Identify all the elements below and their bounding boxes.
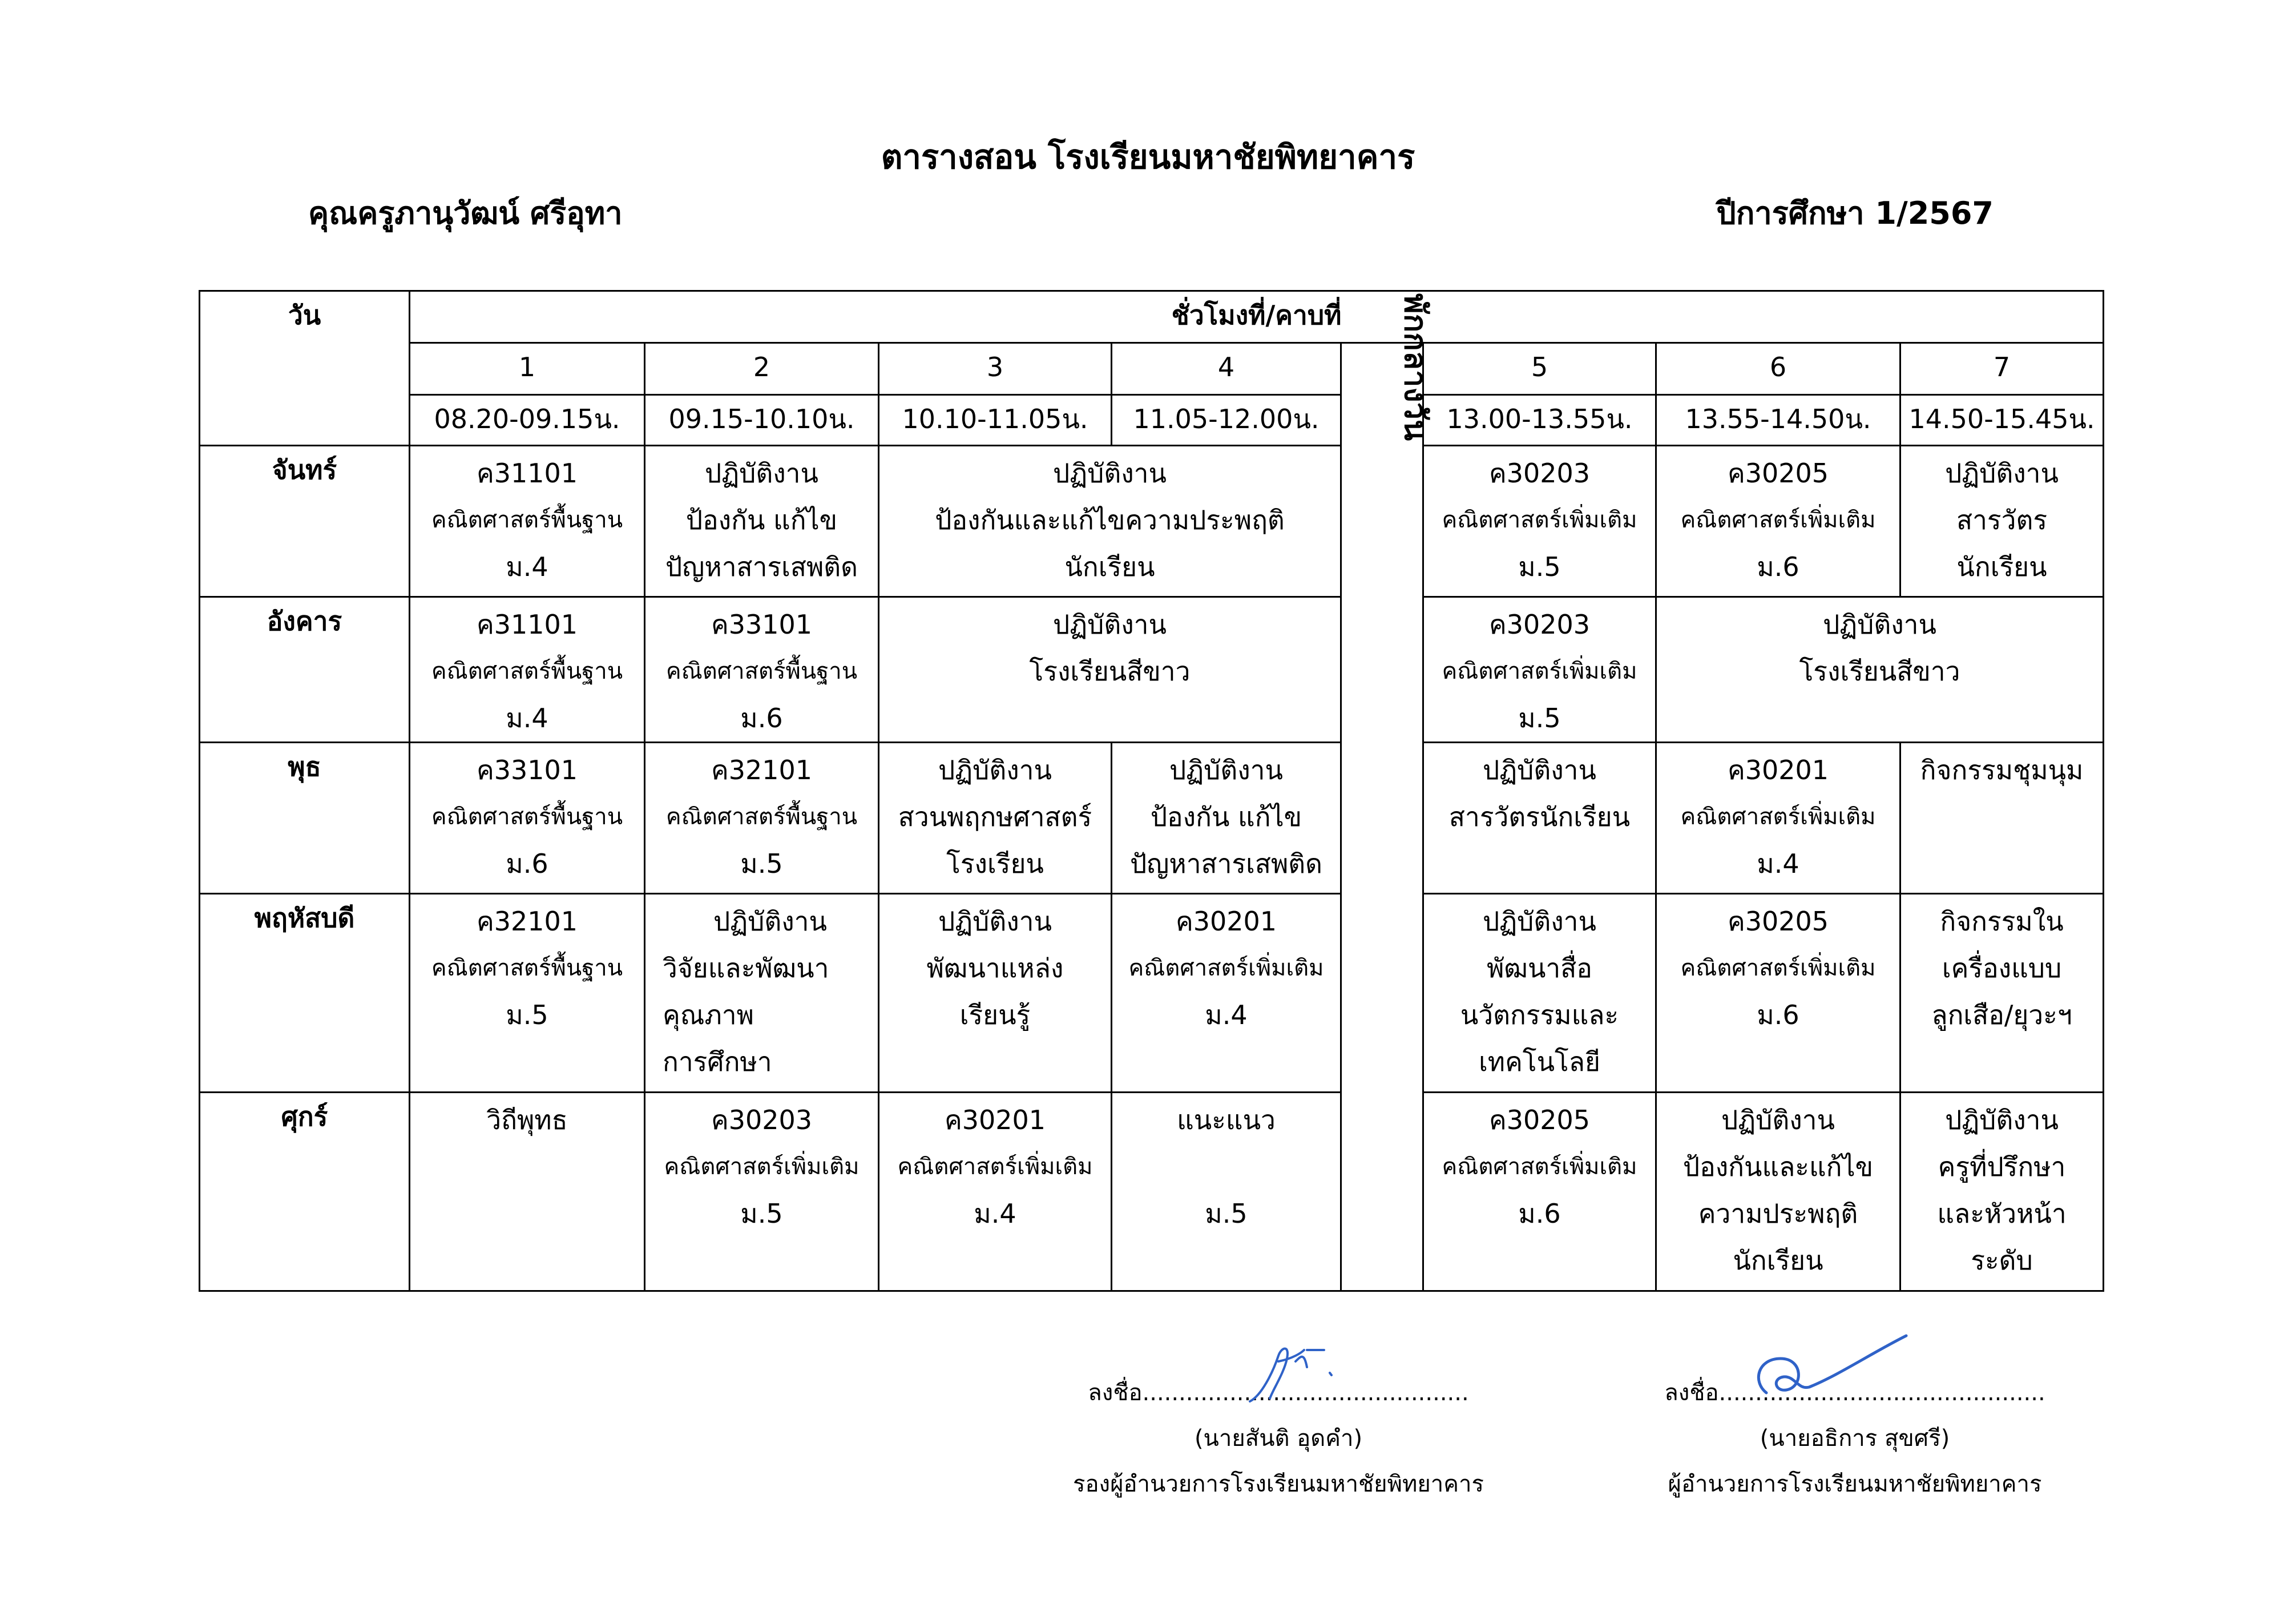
hours-header: ชั่วโมงที่/คาบที่	[410, 291, 2104, 343]
signer-name: (นายอธิการ สุขศรี)	[1760, 1425, 1950, 1452]
cell-line: คณิตศาสตร์พื้นฐาน	[665, 658, 858, 684]
cell-line: คณิตศาสตร์พื้นฐาน	[665, 804, 858, 830]
cell-line: ม.4	[506, 703, 548, 734]
cell-line: คณิตศาสตร์พื้นฐาน	[431, 804, 623, 830]
teacher-name: คุณครูภานุวัฒน์ ศรีอุทา	[308, 195, 623, 231]
class-cell	[645, 743, 879, 894]
period-time: 14.50-15.45น.	[1900, 395, 2104, 446]
cell-line: ม.5	[1205, 1198, 1248, 1229]
lunch-break-label: พักกลางวัน	[1398, 293, 1434, 441]
cell-line: นวัตกรรมและ	[1460, 1000, 1619, 1030]
cell-line: คณิตศาสตร์เพิ่มเติม	[1680, 507, 1876, 533]
cell-line: ค30205	[1727, 906, 1829, 937]
signer-name: (นายสันติ อุดคำ)	[1194, 1425, 1363, 1452]
class-cell	[1656, 1093, 1900, 1291]
cell-line: ม.5	[506, 1000, 548, 1030]
class-cell	[1423, 894, 1656, 1093]
cell-line: ความประพฤติ	[1698, 1198, 1858, 1229]
period-time: 10.10-11.05น.	[879, 395, 1112, 446]
cell-line: คณิตศาสตร์เพิ่มเติม	[664, 1154, 860, 1180]
cell-line: สวนพฤกษศาสตร์	[898, 801, 1092, 832]
cell-line: ค30203	[711, 1105, 813, 1135]
class-cell	[879, 597, 1341, 743]
class-cell	[1656, 743, 1900, 894]
cell-line: ค30205	[1727, 458, 1829, 489]
class-cell	[1900, 446, 2104, 597]
cell-line: โรงเรียนสีขาว	[1029, 656, 1191, 687]
cell-line: ป้องกันและแก้ไขความประพฤติ	[935, 505, 1285, 535]
cell-line: ปัญหาสารเสพติด	[1129, 848, 1323, 879]
cell-line: พัฒนาสื่อ	[1487, 953, 1592, 984]
class-cell	[1656, 894, 1900, 1093]
cell-line: ปฏิบัติงาน	[1823, 609, 1936, 640]
cell-line: ปฏิบัติงาน	[1945, 458, 2059, 489]
class-cell	[1656, 597, 2104, 743]
cell-line: คณิตศาสตร์พื้นฐาน	[431, 507, 623, 533]
cell-line: ม.5	[1518, 703, 1561, 734]
class-cell	[410, 1093, 645, 1291]
cell-line: ค31101	[476, 609, 578, 640]
cell-line: ค30201	[1727, 755, 1829, 785]
class-cell	[645, 1093, 879, 1291]
cell-line: ค30201	[944, 1105, 1046, 1135]
period-time: 08.20-09.15น.	[410, 395, 645, 446]
cell-line: โรงเรียนสีขาว	[1799, 656, 1960, 687]
class-cell	[410, 743, 645, 894]
period-number: 6	[1656, 343, 1900, 395]
sign-line: ลงชื่อ.............................................	[1088, 1380, 1469, 1406]
class-cell	[410, 597, 645, 743]
cell-line: ม.5	[740, 1198, 783, 1229]
class-cell	[1423, 743, 1656, 894]
cell-line: คณิตศาสตร์เพิ่มเติม	[1442, 507, 1637, 533]
cell-line: วิถีพุทธ	[486, 1105, 568, 1135]
cell-line: ม.4	[506, 551, 548, 582]
cell-line: เครื่องแบบ	[1942, 953, 2062, 984]
cell-line: คณิตศาสตร์เพิ่มเติม	[1442, 658, 1637, 684]
cell-line: นักเรียน	[1064, 551, 1155, 582]
signer-position: รองผู้อำนวยการโรงเรียนมหาชัยพิทยาคาร	[1073, 1471, 1484, 1497]
cell-line: ม.4	[974, 1198, 1016, 1229]
cell-line: ปฏิบัติงาน	[1483, 755, 1596, 785]
cell-line: คณิตศาสตร์เพิ่มเติม	[1442, 1154, 1637, 1180]
cell-line: ค31101	[476, 458, 578, 489]
cell-line: และหัวหน้า	[1937, 1198, 2067, 1229]
class-cell	[1112, 894, 1341, 1093]
cell-line: ค30201	[1175, 906, 1277, 937]
cell-line: ม.6	[740, 703, 783, 734]
signer-position: ผู้อำนวยการโรงเรียนมหาชัยพิทยาคาร	[1668, 1471, 2042, 1497]
cell-line: วิจัยและพัฒนา	[663, 953, 829, 984]
cell-line: คณิตศาสตร์พื้นฐาน	[431, 955, 623, 981]
period-number: 3	[879, 343, 1112, 395]
handwritten-signature-deputy	[1238, 1327, 1353, 1413]
period-number: 2	[645, 343, 879, 395]
period-number: 1	[410, 343, 645, 395]
class-cell	[1656, 446, 1900, 597]
class-cell	[1423, 597, 1656, 743]
cell-line: ปฏิบัติงาน	[705, 458, 818, 489]
class-cell	[879, 446, 1341, 597]
day-friday: ศุกร์	[200, 1093, 410, 1291]
cell-line: ปฏิบัติงาน	[938, 906, 1052, 937]
cell-line: เรียนรู้	[959, 1000, 1031, 1030]
day-header: วัน	[200, 291, 410, 446]
cell-line: คณิตศาสตร์เพิ่มเติม	[897, 1154, 1093, 1180]
period-time: 13.00-13.55น.	[1423, 395, 1656, 446]
cell-line: คณิตศาสตร์พื้นฐาน	[431, 658, 623, 684]
cell-line: ค30203	[1488, 458, 1591, 489]
period-number: 7	[1900, 343, 2104, 395]
cell-line: ปฏิบัติงาน	[1053, 458, 1167, 489]
cell-line: ปฏิบัติงาน	[1945, 1105, 2059, 1135]
class-cell	[1900, 894, 2104, 1093]
day-wednesday: พุธ	[200, 743, 410, 894]
class-cell	[879, 743, 1112, 894]
cell-line: ม.5	[740, 848, 783, 879]
period-number: 5	[1423, 343, 1656, 395]
cell-line: ม.6	[1757, 551, 1799, 582]
cell-line: ปฏิบัติงาน	[713, 906, 827, 937]
cell-line: โรงเรียน	[946, 848, 1044, 879]
class-cell	[645, 597, 879, 743]
handwritten-signature-director	[1741, 1324, 1912, 1416]
cell-line: สารวัตร	[1956, 505, 2048, 535]
class-cell	[1112, 743, 1341, 894]
cell-line: ลูกเสือ/ยุวะฯ	[1931, 1000, 2072, 1030]
cell-line: ค33101	[476, 755, 578, 785]
cell-line: แนะแนว	[1177, 1105, 1276, 1135]
cell-line: นักเรียน	[1956, 551, 2047, 582]
cell-line: คณิตศาสตร์เพิ่มเติม	[1128, 955, 1324, 981]
cell-line: ป้องกันและแก้ไข	[1682, 1151, 1874, 1182]
cell-line: ม.6	[1757, 1000, 1799, 1030]
cell-line: คณิตศาสตร์เพิ่มเติม	[1680, 804, 1876, 830]
day-monday: จันทร์	[200, 446, 410, 597]
day-tuesday: อังคาร	[200, 597, 410, 743]
period-time: 09.15-10.10น.	[645, 395, 879, 446]
cell-line: ครูที่ปรึกษา	[1938, 1151, 2066, 1182]
cell-line: คุณภาพ	[663, 1000, 754, 1030]
cell-line: คณิตศาสตร์เพิ่มเติม	[1680, 955, 1876, 981]
class-cell	[879, 1093, 1112, 1291]
cell-line: ค30203	[1488, 609, 1591, 640]
cell-line: ม.4	[1205, 1000, 1248, 1030]
cell-line: ปัญหาสารเสพติด	[665, 551, 858, 582]
day-thursday: พฤหัสบดี	[200, 894, 410, 1093]
cell-line: เทคโนโลยี	[1479, 1046, 1600, 1077]
cell-line: ป้องกัน แก้ไข	[1150, 801, 1302, 832]
cell-line: ปฏิบัติงาน	[1053, 609, 1167, 640]
class-cell	[1423, 446, 1656, 597]
class-cell	[879, 894, 1112, 1093]
cell-line: กิจกรรมชุมนุม	[1920, 755, 2084, 785]
cell-line: ม.6	[506, 848, 548, 879]
cell-line: ม.5	[1518, 551, 1561, 582]
cell-line: ค30205	[1488, 1105, 1591, 1135]
period-number: 4	[1112, 343, 1341, 395]
class-cell	[1900, 1093, 2104, 1291]
cell-line: ค33101	[711, 609, 813, 640]
cell-line: สารวัตรนักเรียน	[1448, 801, 1631, 832]
cell-line: ปฏิบัติงาน	[1483, 906, 1596, 937]
class-cell	[1900, 743, 2104, 894]
cell-line: ค32101	[711, 755, 813, 785]
cell-line: พัฒนาแหล่ง	[926, 953, 1064, 984]
lunch-break-cell	[1341, 293, 1434, 1291]
cell-line: นักเรียน	[1733, 1245, 1823, 1276]
class-cell	[645, 446, 879, 597]
cell-line: กิจกรรมใน	[1940, 906, 2064, 937]
cell-line: ป้องกัน แก้ไข	[685, 505, 838, 535]
page-title: ตารางสอน โรงเรียนมหาชัยพิทยาคาร	[881, 138, 1415, 176]
cell-line: ค32101	[476, 906, 578, 937]
cell-line: ปฏิบัติงาน	[1169, 755, 1283, 785]
class-cell	[1423, 1093, 1656, 1291]
cell-line: การศึกษา	[663, 1046, 772, 1077]
sign-line: ลงชื่อ.............................................	[1664, 1380, 2045, 1406]
cell-line: ปฏิบัติงาน	[1721, 1105, 1835, 1135]
class-cell	[410, 446, 645, 597]
cell-line: ม.6	[1518, 1198, 1561, 1229]
period-time: 13.55-14.50น.	[1656, 395, 1900, 446]
class-cell	[1112, 1093, 1341, 1291]
cell-line: ม.4	[1757, 848, 1799, 879]
timetable	[199, 290, 2104, 1292]
period-time: 11.05-12.00น.	[1112, 395, 1341, 446]
cell-line: ปฏิบัติงาน	[938, 755, 1052, 785]
cell-line: ระดับ	[1971, 1245, 2033, 1276]
class-cell	[410, 894, 645, 1093]
class-cell	[645, 894, 879, 1093]
academic-year: ปีการศึกษา 1/2567	[1716, 195, 1994, 231]
